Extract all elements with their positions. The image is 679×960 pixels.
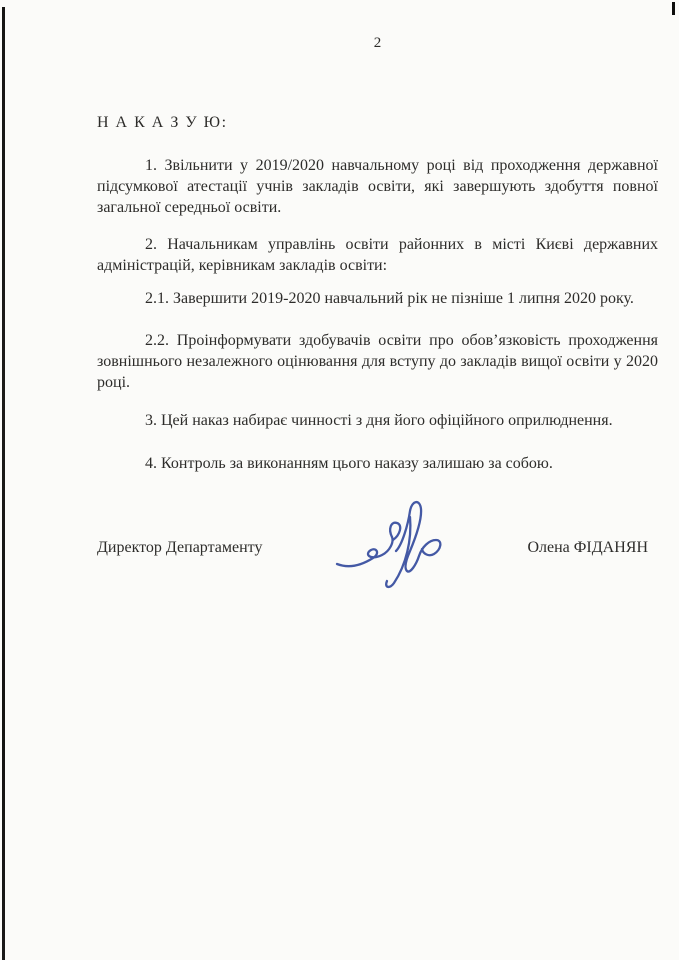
page-number: 2 bbox=[373, 35, 382, 51]
order-heading: Н А К А З У Ю: bbox=[97, 114, 228, 131]
scan-left-edge bbox=[2, 7, 5, 960]
signature-block bbox=[97, 537, 658, 558]
signatory-name: Олена ФІДАНЯН bbox=[527, 539, 648, 556]
order-paragraph-1: 1. Звільнити у 2019/2020 навчальному році від проходження державної підсумкової атестації учнів закладів освіти, які завершують здобуття повної загальної середньої освіти. bbox=[97, 157, 658, 216]
order-paragraph-2-1: 2.1. Завершити 2019-2020 навчальний рік не пізніше 1 липня 2020 року. bbox=[145, 290, 634, 307]
signatory-title: Директор Департаменту bbox=[97, 539, 263, 556]
order-paragraph-4: 4. Контроль за виконанням цього наказу залишаю за собою. bbox=[145, 455, 553, 472]
document-content bbox=[97, 0, 658, 558]
handwritten-signature bbox=[330, 495, 455, 600]
scan-corner-tick bbox=[672, 2, 675, 15]
order-paragraph-2-2: 2.2. Проінформувати здобувачів освіти про обов’язковість проходження зовнішнього незалежного оцінювання для вступу до закладів вищої освіти у 2020 році. bbox=[97, 332, 658, 391]
order-paragraph-2: 2. Начальникам управлінь освіти районних в місті Києві державних адміністрацій, керівникам закладів освіти: bbox=[97, 236, 658, 274]
order-paragraph-3: 3. Цей наказ набирає чинності з дня його офіційного оприлюднення. bbox=[145, 412, 613, 429]
signature-ink bbox=[337, 502, 440, 587]
